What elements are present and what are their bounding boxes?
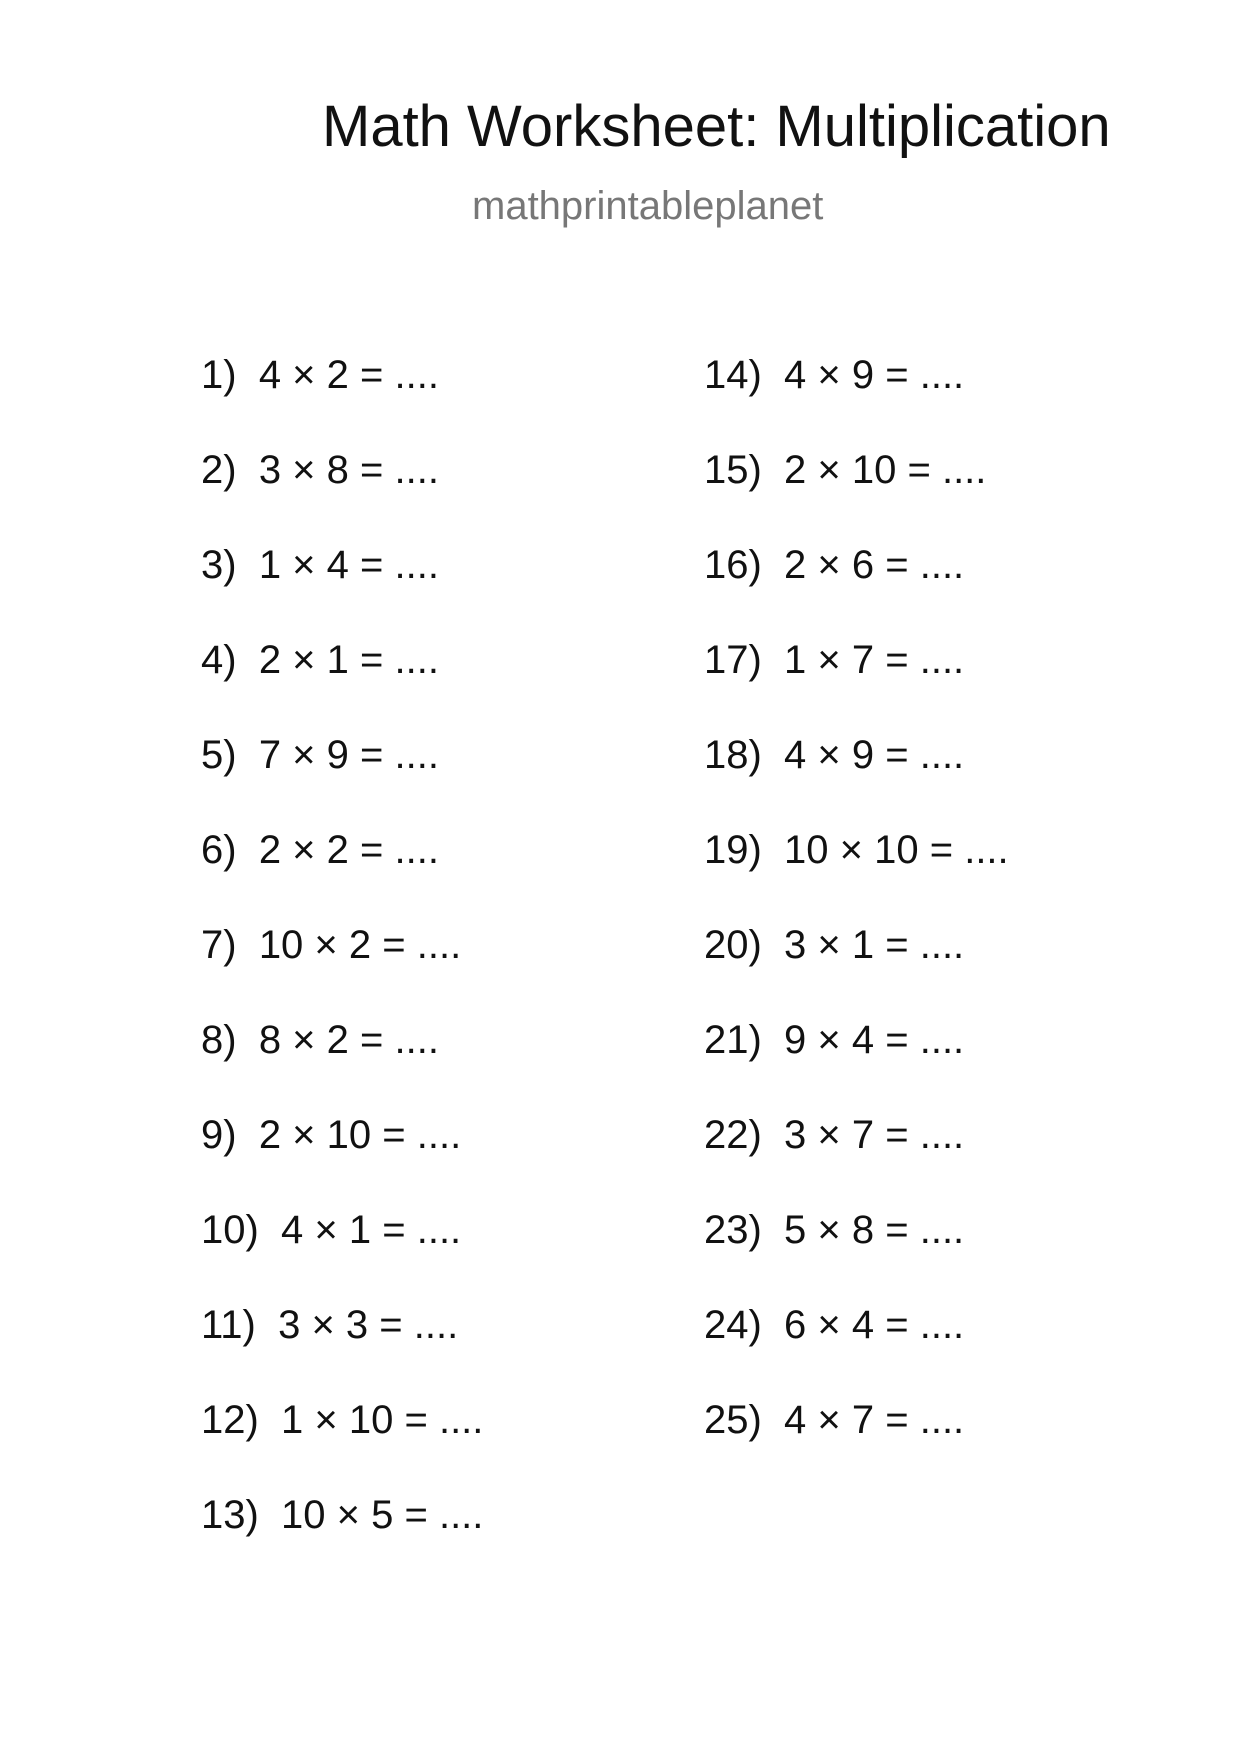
- problem-number: 7): [201, 923, 237, 967]
- problem-item: [201, 545, 661, 640]
- problem-expression: 4 × 9 = ....: [784, 733, 965, 777]
- problem-number: 4): [201, 638, 237, 682]
- problem-expression: 1 × 4 = ....: [258, 543, 439, 587]
- problem-number: 19): [704, 828, 762, 872]
- problem-expression: 1 × 10 = ....: [281, 1398, 484, 1442]
- problem-item: [201, 1210, 661, 1305]
- problem-item: [704, 355, 1164, 450]
- problem-item: [201, 640, 661, 735]
- problem-expression: 4 × 7 = ....: [784, 1398, 965, 1442]
- problem-number: 25): [704, 1398, 762, 1442]
- problem-item: [704, 735, 1164, 830]
- problem-item: [704, 640, 1164, 735]
- problem-number: 16): [704, 543, 762, 587]
- problem-item: [201, 1115, 661, 1210]
- problem-number: 3): [201, 543, 237, 587]
- problem-item: [201, 450, 661, 545]
- problem-number: 21): [704, 1018, 762, 1062]
- problem-expression: 2 × 2 = ....: [258, 828, 439, 872]
- problem-item: [704, 1115, 1164, 1210]
- problem-expression: 10 × 5 = ....: [281, 1493, 484, 1537]
- problem-item: [704, 1210, 1164, 1305]
- problem-expression: 6 × 4 = ....: [784, 1303, 965, 1347]
- problem-item: [201, 355, 661, 450]
- problem-number: 1): [201, 353, 237, 397]
- problem-expression: 7 × 9 = ....: [258, 733, 439, 777]
- problem-number: 2): [201, 448, 237, 492]
- problem-expression: 2 × 6 = ....: [784, 543, 965, 587]
- problem-item: [704, 545, 1164, 640]
- problem-item: [201, 735, 661, 830]
- problem-number: 18): [704, 733, 762, 777]
- problem-expression: 4 × 2 = ....: [258, 353, 439, 397]
- problem-expression: 3 × 1 = ....: [784, 923, 965, 967]
- problem-column-left: [201, 355, 661, 1590]
- problem-number: 17): [704, 638, 762, 682]
- worksheet-subtitle: mathprintableplanet: [472, 184, 824, 228]
- problem-item: [704, 1400, 1164, 1495]
- problem-expression: 3 × 8 = ....: [258, 448, 439, 492]
- problem-expression: 2 × 10 = ....: [258, 1113, 462, 1157]
- problem-number: 24): [704, 1303, 762, 1347]
- problem-number: 13): [201, 1493, 259, 1537]
- problem-number: 9): [201, 1113, 237, 1157]
- problem-item: [704, 925, 1164, 1020]
- problem-number: 5): [201, 733, 237, 777]
- worksheet-title: Math Worksheet: Multiplication: [322, 94, 1111, 159]
- problem-item: [704, 1020, 1164, 1115]
- problem-item: [704, 450, 1164, 545]
- problem-number: 14): [704, 353, 762, 397]
- problem-expression: 2 × 10 = ....: [784, 448, 987, 492]
- problem-number: 23): [704, 1208, 762, 1252]
- problem-item: [704, 1305, 1164, 1400]
- problem-number: 10): [201, 1208, 259, 1252]
- problem-expression: 3 × 3 = ....: [278, 1303, 459, 1347]
- problem-item: [704, 830, 1164, 925]
- problem-number: 11): [201, 1303, 256, 1347]
- problem-number: 20): [704, 923, 762, 967]
- problem-expression: 2 × 1 = ....: [258, 638, 439, 682]
- problem-expression: 1 × 7 = ....: [784, 638, 965, 682]
- problem-item: [201, 830, 661, 925]
- problem-number: 12): [201, 1398, 259, 1442]
- problem-number: 8): [201, 1018, 237, 1062]
- problem-expression: 9 × 4 = ....: [784, 1018, 965, 1062]
- problem-expression: 5 × 8 = ....: [784, 1208, 965, 1252]
- problem-number: 6): [201, 828, 237, 872]
- problem-expression: 3 × 7 = ....: [784, 1113, 965, 1157]
- problem-expression: 4 × 1 = ....: [281, 1208, 462, 1252]
- problem-item: [201, 1400, 661, 1495]
- problem-item: [201, 1495, 661, 1590]
- problem-number: 15): [704, 448, 762, 492]
- problem-expression: 10 × 10 = ....: [784, 828, 1009, 872]
- problem-expression: 10 × 2 = ....: [258, 923, 462, 967]
- problem-item: [201, 1305, 661, 1400]
- problem-item: [201, 925, 661, 1020]
- problem-item: [201, 1020, 661, 1115]
- problem-expression: 8 × 2 = ....: [258, 1018, 439, 1062]
- problem-column-right: [704, 355, 1164, 1495]
- problem-expression: 4 × 9 = ....: [784, 353, 965, 397]
- problem-number: 22): [704, 1113, 762, 1157]
